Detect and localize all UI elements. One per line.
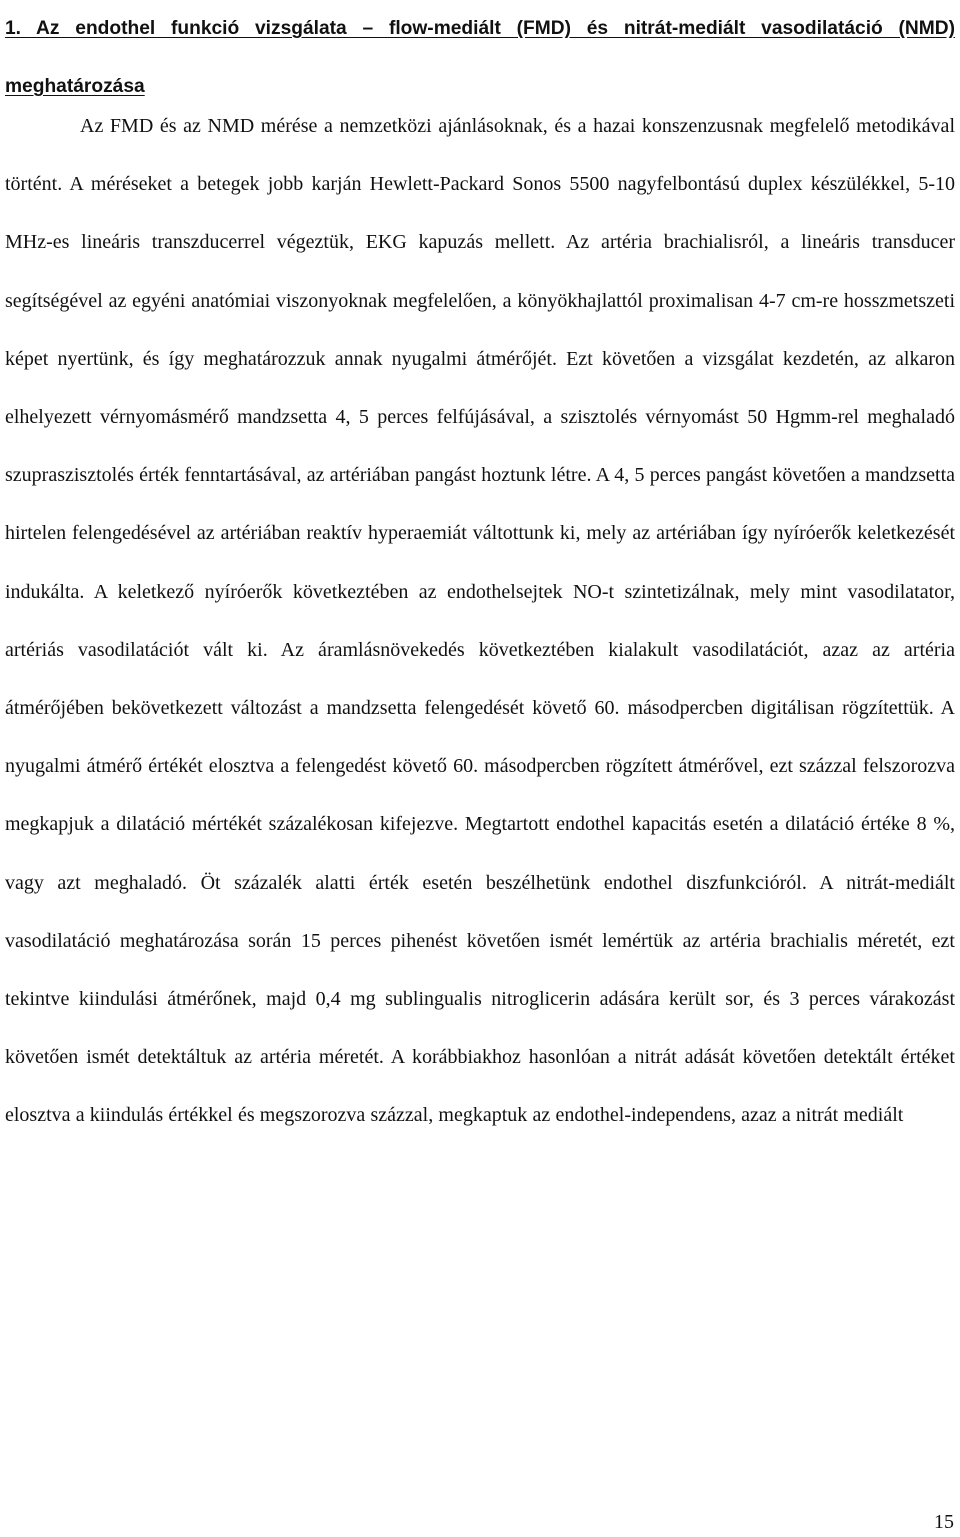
page-number: 15 <box>934 1511 954 1533</box>
section-heading: 1. Az endothel funkció vizsgálata – flow-mediált (FMD) és nitrát-mediált vasodilatáció (NMD) meghatározása <box>5 18 955 97</box>
body-paragraph: Az FMD és az NMD mérése a nemzetközi ajánlásoknak, és a hazai konszenzusnak megfelelő metodikával történt. A méréseket a betegek jobb karján Hewlett-Packard Sonos 5500 nagyfelbontású duplex készülékkel, 5-10 MHz-es lineáris transzducerrel végeztük, EKG kapuzás mellett. Az artéria brachialisról, a lineáris transducer segítségével az egyéni anatómiai viszonyoknak megfelelően, a könyökhajlattól proximalisan 4-7 cm-re hosszmetszeti képet nyertünk, és így meghatározzuk annak nyugalmi átmérőjét. Ezt követően a vizsgálat kezdetén, az alkaron elhelyezett vérnyomásmérő mandzsetta 4, 5 perces felfújásával, a szisztolés vérnyomást 50 Hgmm-rel meghaladó szupraszisztolés érték fenntartásával, az artériában pangást hoztunk létre. A 4, 5 perces pangást követően a mandzsetta hirtelen felengedésével az artériában reaktív hyperaemiát váltottunk ki, mely az artériában így nyíróerők keletkezését indukálta. A keletkező nyíróerők következtében az endothelsejtek NO-t szintetizálnak, mely mint vasodilatator, artériás vasodilatációt vált ki. Az áramlásnövekedés következtében kialakult vasodilatációt, azaz az artéria átmérőjében bekövetkezett változást a mandzsetta felengedését követő 60. másodpercben digitálisan rögzítettük. A nyugalmi átmérő értékét elosztva a felengedést követő 60. másodpercben rögzített átmérővel, ezt százzal felszorozva megkapjuk a dilatáció mértékét százalékosan kifejezve. Megtartott endothel kapacitás esetén a dilatáció értéke 8 %, vagy azt meghaladó. Öt százalék alatti érték esetén beszélhetünk endothel diszfunkcióról. A nitrát-mediált vasodilatáció meghatározása során 15 perces pihenést követően ismét lemértük az artéria brachialis méretét, ezt tekintve kiindulási átmérőnek, majd 0,4 mg sublingualis nitroglicerin adására került sor, és 3 perces várakozást követően ismét detektáltuk az artéria méretét. A korábbiakhoz hasonlóan a nitrát adását követően detektált értéket elosztva a kiindulás értékkel és megszorozva százzal, megkaptuk az endothel-independens, azaz a nitrát mediált <box>5 115 955 1127</box>
